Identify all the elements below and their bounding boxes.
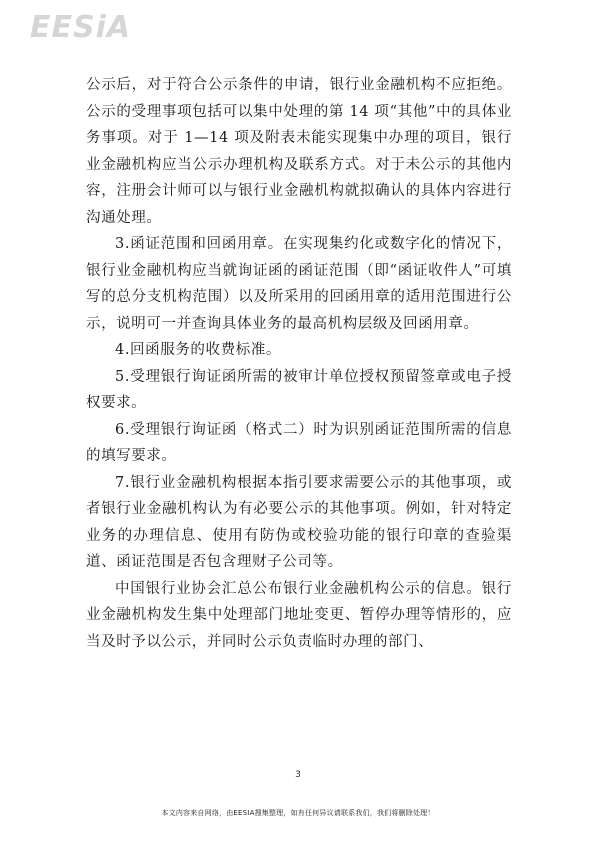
paragraph-item-7: 7.银行业金融机构根据本指引要求需要公示的其他事项，或者银行业金融机构认为有必要公示的其他事项。例如，针对特定业务的办理信息、使用有防伪或校验功能的银行印章的查验渠道、函证范围是否包含理财子公司等。 [86, 474, 512, 570]
paragraph-item-3: 3.函证范围和回函用章。在实现集约化或数字化的情况下，银行业金融机构应当就询证函的函证范围（即“函证收件人”可填写的总分支机构范围）以及所采用的回函用章的适用范围进行公示，说明可一并查询具体业务的最高机构层级及回函用章。 [86, 236, 512, 332]
paragraph-item-4: 4.回函服务的收费标准。 [115, 342, 282, 358]
paragraph-item-6: 6.受理银行询证函（格式二）时为识别函证范围所需的信息的填写要求。 [86, 421, 512, 464]
document-body [86, 72, 512, 655]
paragraph-association: 中国银行业协会汇总公布银行业金融机构公示的信息。银行业金融机构发生集中处理部门地址变更、暂停办理等情形的，应当及时予以公示，并同时公示负责临时办理的部门、 [86, 580, 512, 650]
eesia-logo: EESiA [30, 10, 132, 45]
paragraph-continuation: 公示后，对于符合公示条件的申请，银行业金融机构不应拒绝。公示的受理事项包括可以集中处理的第 14 项“其他”中的具体业务事项。对于 1—14 项及附表未能实现集中办理的项目，银行业金融机构应当公示办理机构及联系方式。对于未公示的其他内容，注册会计师可以与银行业金融机构就拟确认的具体内容进行沟通处理。 [86, 77, 512, 226]
paragraph-item-5: 5.受理银行询证函所需的被审计单位授权预留签章或电子授权要求。 [86, 368, 512, 411]
footer-notice: 本文内容来自网络，由EESIA搜集整理，如有任何异议请联系我们，我们将删除处理！ [161, 809, 435, 817]
page-number: 3 [295, 770, 301, 780]
